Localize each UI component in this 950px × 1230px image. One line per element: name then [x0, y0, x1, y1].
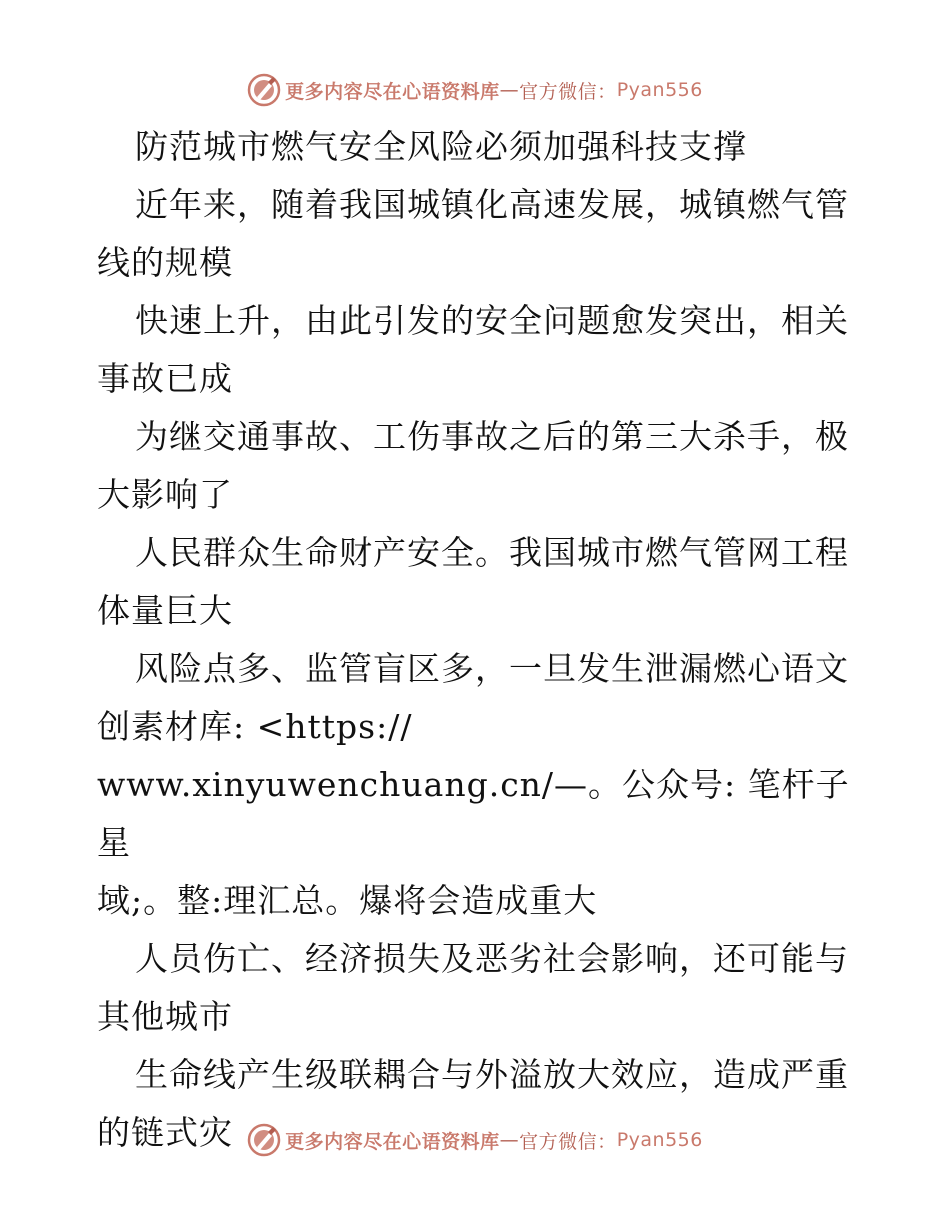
paragraph-line: 其他城市	[97, 997, 233, 1036]
banner-wechat-label: 官方微信：	[519, 80, 617, 103]
paragraph-line: 的链式灾	[97, 1113, 233, 1152]
paragraph-line: 人民群众生命财产安全。我国城市燃气管网工程	[135, 533, 849, 572]
paragraph-line: 人员伤亡、经济损失及恶劣社会影响，还可能与	[135, 939, 849, 978]
paragraph-line: 生命线产生级联耦合与外溢放大效应，造成严重	[135, 1055, 849, 1094]
banner-wechat-label: 官方微信：	[519, 1130, 617, 1153]
banner-wechat-id: Pyan556	[616, 1129, 703, 1151]
pen-nib-logo-icon	[247, 73, 281, 107]
paragraph-line: 体量巨大	[97, 591, 233, 630]
banner-main-text: 更多内容尽在心语资料库	[285, 1130, 500, 1153]
paragraph-line: 为继交通事故、工伤事故之后的第三大杀手，极	[135, 417, 849, 456]
banner-wechat-id: Pyan556	[616, 79, 703, 101]
header-watermark-banner	[0, 70, 950, 110]
paragraph-line: 事故已成	[97, 359, 233, 398]
paragraph-line: 大影响了	[97, 475, 233, 514]
paragraph-line: 线的规模	[97, 243, 233, 282]
document-body	[97, 118, 857, 1162]
document-title: 防范城市燃气安全风险必须加强科技支撑	[135, 127, 747, 166]
paragraph-line: 快速上升，由此引发的安全问题愈发突出，相关	[135, 301, 849, 340]
banner-dash: —	[499, 1129, 520, 1151]
pen-nib-logo-icon	[247, 1123, 281, 1157]
banner-dash: —	[499, 79, 520, 101]
paragraph-line: 创素材库: <https://	[97, 707, 413, 746]
paragraph-line: 近年来，随着我国城镇化高速发展，城镇燃气管	[135, 185, 849, 224]
paragraph-line: 域;。整:理汇总。爆将会造成重大	[97, 881, 598, 920]
footer-watermark-banner	[0, 1120, 950, 1160]
paragraph-line: 风险点多、监管盲区多，一旦发生泄漏燃心语文	[135, 649, 849, 688]
banner-main-text: 更多内容尽在心语资料库	[285, 80, 500, 103]
paragraph-line: www.xinyuwenchuang.cn/—。公众号: 笔杆子星	[97, 765, 850, 862]
